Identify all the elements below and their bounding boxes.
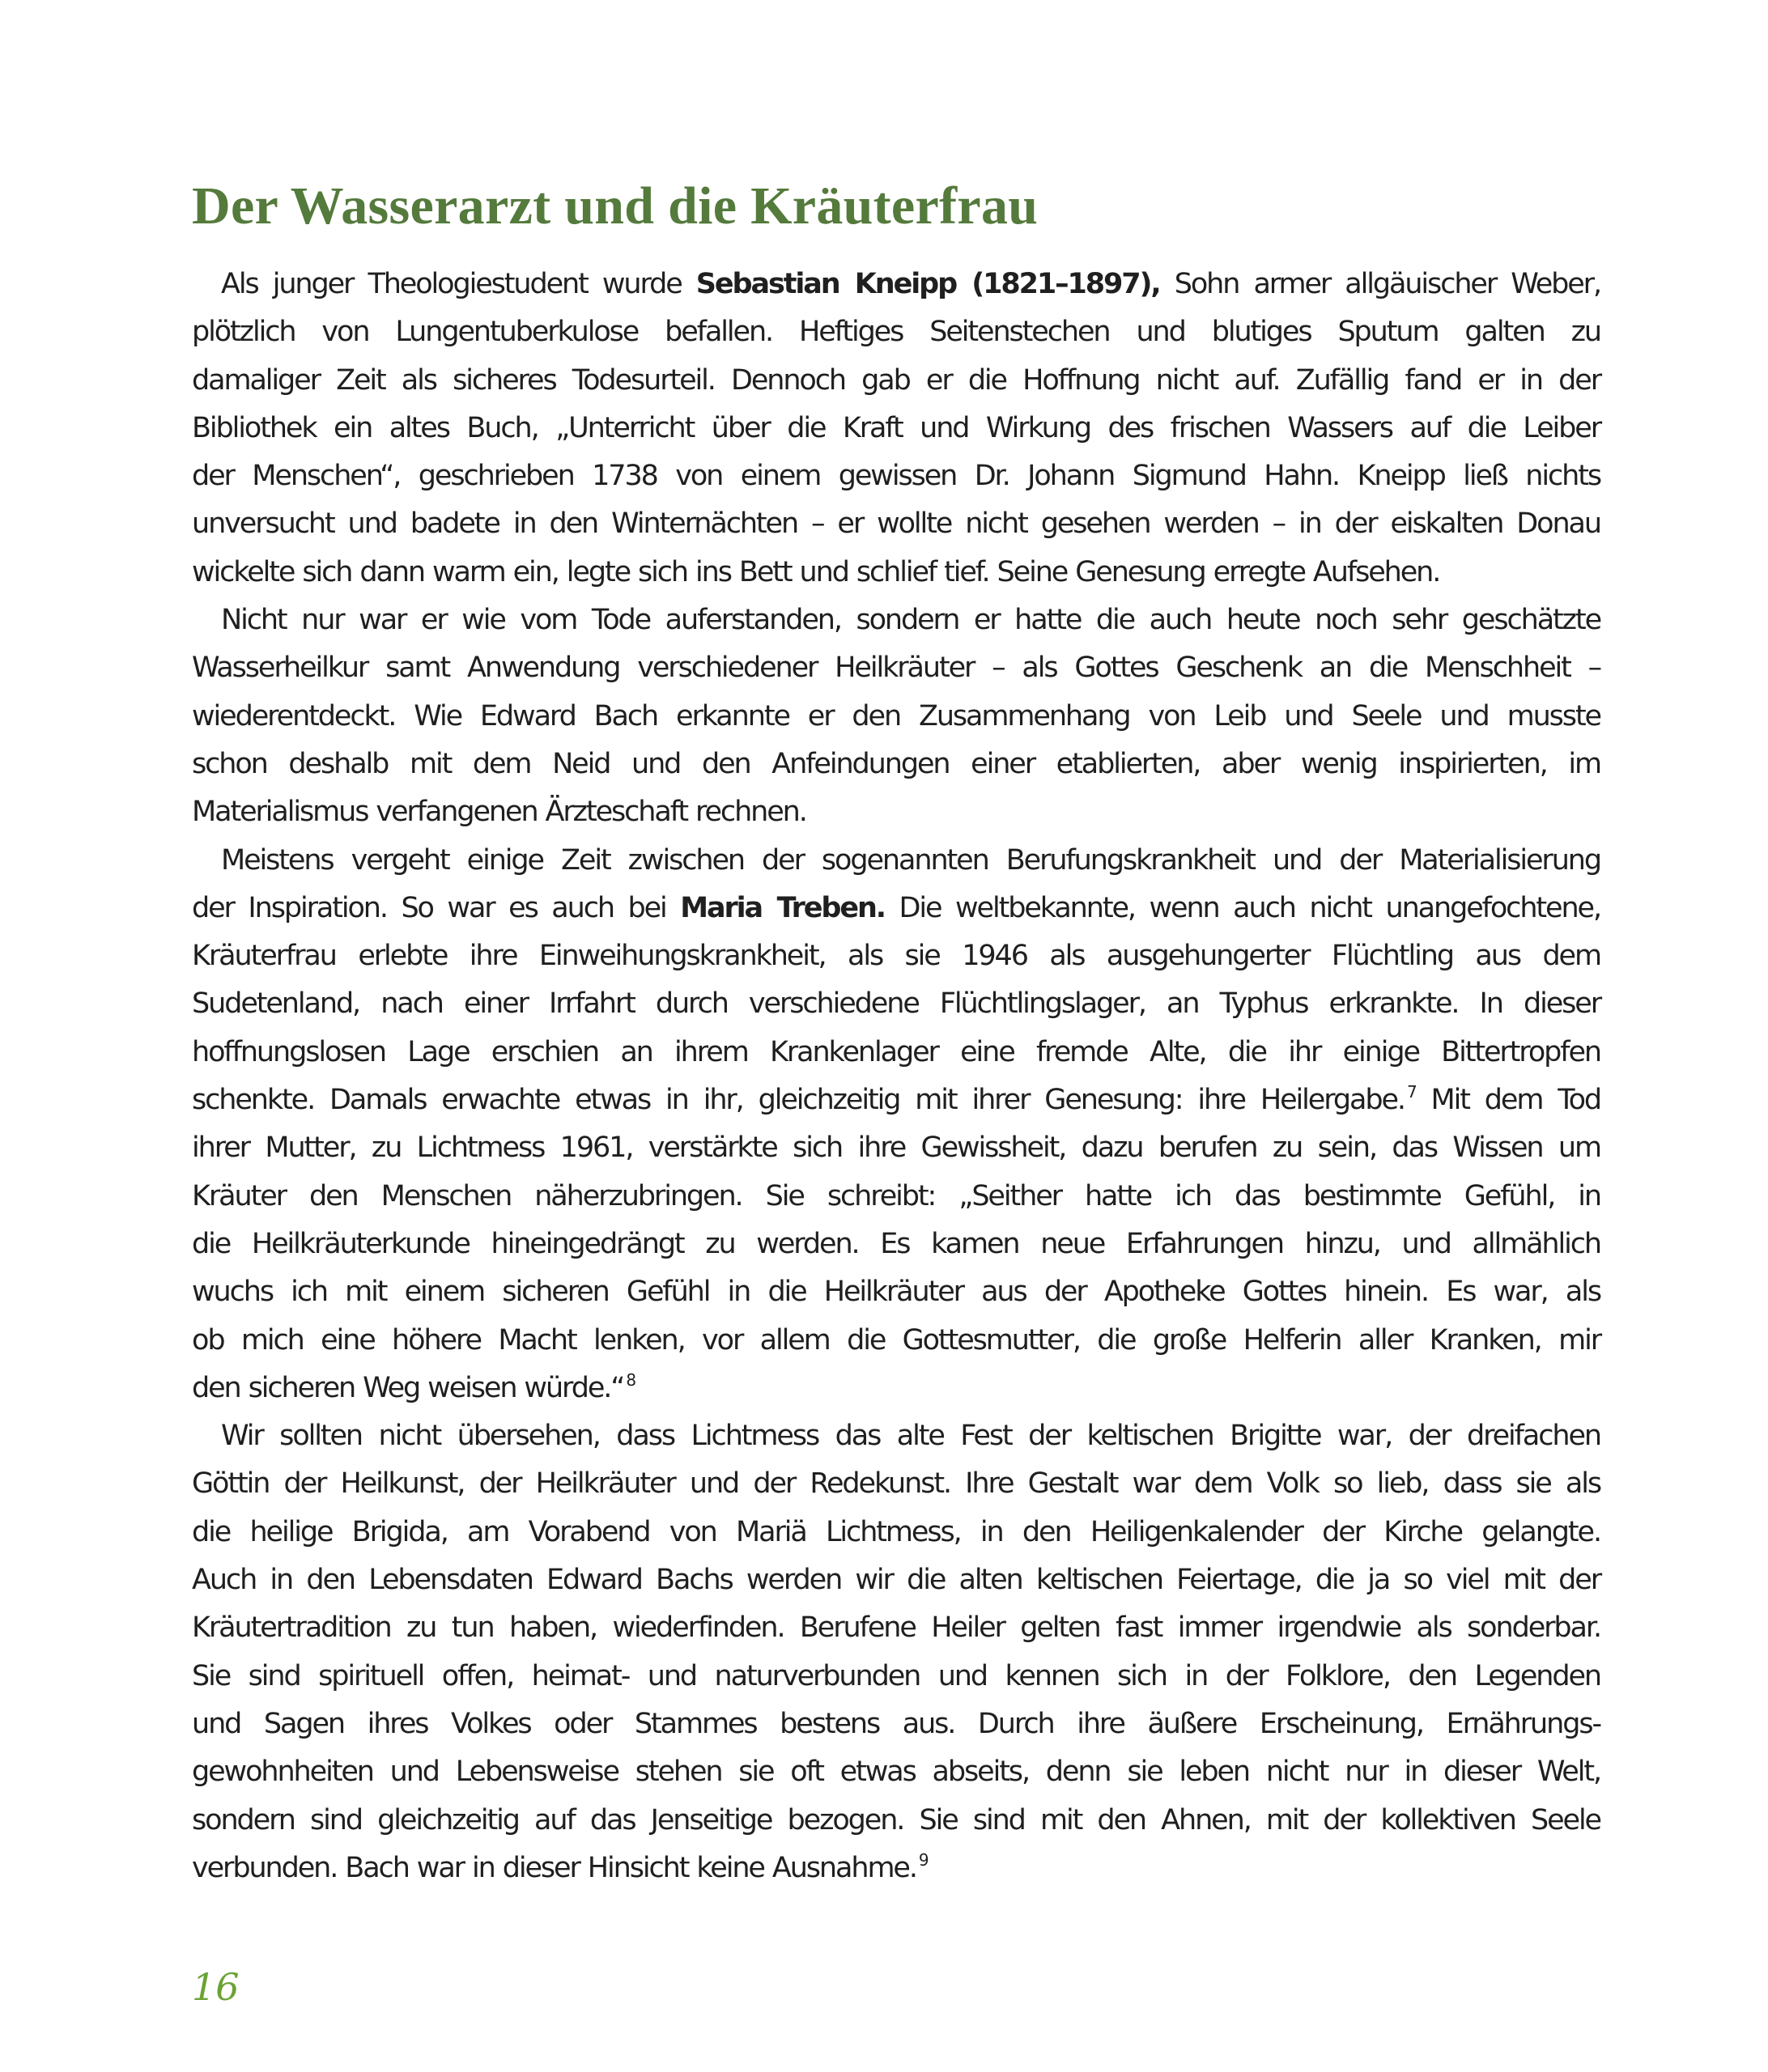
text-line: Kräuterfrau erlebte ihre Einweihungskrankheit, als sie 1946 als ausgehungerter Flüchtling aus dem xyxy=(192,940,1600,973)
text-line: plötzlich von Lungentuberkulose befallen. Heftiges Seitenstechen und blutiges Sputum galten zu xyxy=(192,316,1600,349)
text-line: der Menschen“, geschrieben 1738 von einem gewissen Dr. Johann Sigmund Hahn. Kneipp ließ nichts xyxy=(192,460,1600,493)
text-line: schon deshalb mit dem Neid und den Anfeindungen einer etablierten, aber wenig inspirierten, im xyxy=(192,747,1600,780)
text-line xyxy=(192,1076,1600,1124)
text-line xyxy=(192,261,1600,308)
paragraph xyxy=(192,261,1600,597)
text-run: Sohn armer allgäuischer Weber, xyxy=(1159,268,1600,300)
text-line: Bibliothek ein altes Buch, „Unterricht über die Kraft und Wirkung des frischen Wassers auf die Leiber xyxy=(192,411,1600,444)
footnote-reference[interactable]: 7 xyxy=(1406,1082,1416,1102)
text-run: Mit dem Tod xyxy=(1415,1084,1600,1117)
text-line: die heilige Brigida, am Vorabend von Mariä Lichtmess, in den Heiligenkalender der Kirche gelangte. xyxy=(192,1515,1600,1548)
text-run: der Inspiration. So war es auch bei xyxy=(192,891,681,924)
text-line: wiederentdeckt. Wie Edward Bach erkannte er den Zusammenhang von Leib und Seele und musste xyxy=(192,699,1600,732)
text-run: Als junger Theologiestudent wurde xyxy=(221,268,696,300)
text-run: den sicheren Weg weisen würde.“ xyxy=(192,1371,624,1404)
text-line: die Heilkräuterkunde hineingedrängt zu werden. Es kamen neue Erfahrungen hinzu, und allmählich xyxy=(192,1227,1600,1260)
text-line: Auch in den Lebensdaten Edward Bachs werden wir die alten keltischen Feiertage, die ja so viel mit der xyxy=(192,1564,1600,1597)
text-run: Die weltbekannte, wenn auch nicht unangefochtene, xyxy=(885,891,1600,924)
paragraph xyxy=(192,1412,1600,1892)
text-line: hoffnungslosen Lage erschien an ihrem Krankenlager eine fremde Alte, die ihr einige Bittertropfen xyxy=(192,1035,1600,1068)
text-line: wuchs ich mit einem sicheren Gefühl in die Heilkräuter aus der Apotheke Gottes hinein. Es war, als xyxy=(192,1276,1600,1309)
text-line: Meistens vergeht einige Zeit zwischen der sogenannten Berufungskrankheit und der Materialisierung xyxy=(221,843,1600,877)
text-line: Wir sollten nicht übersehen, dass Lichtmess das alte Fest der keltischen Brigitte war, der dreifachen xyxy=(221,1420,1600,1453)
text-line: unversucht und badete in den Winternächten – er wollte nicht gesehen werden – in der eiskalten Donau xyxy=(192,507,1600,541)
text-run: schenkte. Damals erwachte etwas in ihr, gleichzeitig mit ihrer Genesung: ihre Heilergabe. xyxy=(192,1084,1405,1117)
text-line xyxy=(192,1845,1600,1892)
text-line: sondern sind gleichzeitig auf das Jenseitige bezogen. Sie sind mit den Ahnen, mit der kollektiven Seele xyxy=(192,1803,1600,1836)
footnote-reference[interactable]: 8 xyxy=(626,1369,635,1390)
text-line xyxy=(192,885,1600,932)
text-line: Kräutertradition zu tun haben, wiederfinden. Berufene Heiler gelten fast immer irgendwie als sonderbar. xyxy=(192,1611,1600,1645)
text-line: Wasserheilkur samt Anwendung verschiedener Heilkräuter – als Gottes Geschenk an die Menschheit – xyxy=(192,652,1600,685)
page-number: 16 xyxy=(192,1965,240,2009)
text-line xyxy=(192,1365,1600,1412)
text-line: damaliger Zeit als sicheres Todesurteil. Dennoch gab er die Hoffnung nicht auf. Zufällig fand er in der xyxy=(192,363,1600,397)
text-line: Sudetenland, nach einer Irrfahrt durch verschiedene Flüchtlingslager, an Typhus erkrankte. In dieser xyxy=(192,987,1600,1021)
footnote-reference[interactable]: 9 xyxy=(918,1849,928,1870)
bold-name: Maria Treben. xyxy=(680,891,885,924)
text-line: ihrer Mutter, zu Lichtmess 1961, verstärkte sich ihre Gewissheit, dazu berufen zu sein, das Wissen um xyxy=(192,1132,1600,1165)
text-line: ob mich eine höhere Macht lenken, vor allem die Gottesmutter, die große Helferin aller Kranken, mir xyxy=(192,1323,1600,1357)
text-line: Göttin der Heilkunst, der Heilkräuter und der Redekunst. Ihre Gestalt war dem Volk so lieb, dass sie als xyxy=(192,1467,1600,1501)
text-line: Kräuter den Menschen näherzubringen. Sie schreibt: „Seither hatte ich das bestimmte Gefühl, in xyxy=(192,1179,1600,1212)
text-run: verbunden. Bach war in dieser Hinsicht keine Ausnahme. xyxy=(192,1851,916,1884)
text-line: und Sagen ihres Volkes oder Stammes bestens aus. Durch ihre äußere Erscheinung, Ernährungs- xyxy=(192,1707,1600,1740)
chapter-title: Der Wasserarzt und die Kräuterfrau xyxy=(192,176,1039,236)
paragraph xyxy=(192,837,1600,1413)
text-line: gewohnheiten und Lebensweise stehen sie oft etwas abseits, denn sie leben nicht nur in dieser Welt, xyxy=(192,1756,1600,1789)
bold-name: Sebastian Kneipp (1821–1897), xyxy=(695,268,1160,300)
text-line: Materialismus verfangenen Ärzteschaft rechnen. xyxy=(192,796,806,829)
text-line: Nicht nur war er wie vom Tode auferstanden, sondern er hatte die auch heute noch sehr geschätzte xyxy=(221,604,1600,637)
body-text xyxy=(192,261,1600,1892)
paragraph xyxy=(192,597,1600,836)
text-line: Sie sind spirituell offen, heimat- und naturverbunden und kennen sich in der Folklore, den Legenden xyxy=(192,1659,1600,1692)
text-line: wickelte sich dann warm ein, legte sich ins Bett und schlief tief. Seine Genesung erregte Aufsehen. xyxy=(192,555,1440,588)
